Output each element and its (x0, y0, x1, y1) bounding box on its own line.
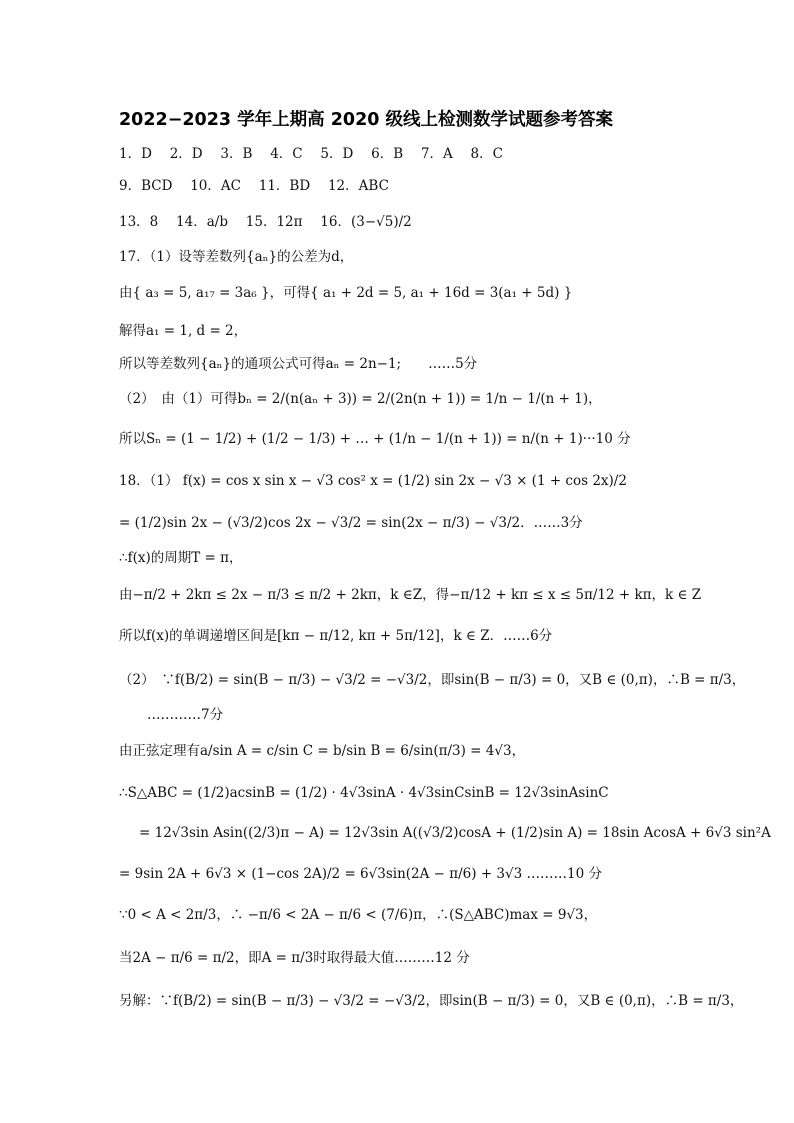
page-title: 2022−2023 学年上期高 2020 级线上检测数学试题参考答案 (119, 110, 614, 130)
q17-part2-bn: （2） 由（1）可得bₙ = 2/(n(aₙ + 3)) = 2/(2n(n + 1)) = 1/n − 1/(n + 1)， (119, 391, 602, 407)
q17-solution: 解得a₁ = 1, d = 2， (119, 323, 248, 339)
q18-simplified: = (1/2)sin 2x − (√3/2)cos 2x − √3/2 = sin(2x − π/3) − √3/2．……3分 (119, 515, 583, 531)
answers-9-12: 9．BCD 10．AC 11．BD 12．ABC (119, 178, 389, 194)
q18-part2-angle-b: （2） ∵f(B/2) = sin(B − π/3) − √3/2 = −√3/2，即sin(B − π/3) = 0，又B ∈ (0,π)，∴B = π/3， (119, 672, 746, 688)
q18-area-formula: ∴S△ABC = (1/2)acsinB = (1/2) · 4√3sinA · 4√3sinCsinB = 12√3sinAsinC (119, 785, 609, 801)
q18-part1-fx: 18．（1） f(x) = cos x sin x − √3 cos² x = (1/2) sin 2x − √3 × (1 + cos 2x)/2 (119, 473, 627, 489)
q18-increasing-interval: 所以f(x)的单调递增区间是[kπ − π/12, kπ + 5π/12]，k ∈ Z．……6分 (119, 628, 553, 644)
q18-area-simplified: = 9sin 2A + 6√3 × (1−cos 2A)/2 = 6√3sin(2A − π/6) + 3√3 ………10 分 (119, 866, 602, 882)
q17-general-term: 所以等差数列{aₙ}的通项公式可得aₙ = 2n−1; ……5分 (119, 356, 478, 372)
q17-part2-sn: 所以Sₙ = (1 − 1/2) + (1/2 − 1/3) + … + (1/n − 1/(n + 1)) = n/(n + 1)···10 分 (119, 431, 631, 447)
q18-maximum: 当2A − π/6 = π/2，即A = π/3时取得最大值………12 分 (119, 950, 470, 966)
answers-13-16: 13．8 14．a/b 15．12π 16．(3−√5)/2 (119, 214, 412, 230)
q18-area-expansion: = 12√3sin Asin((2/3)π − A) = 12√3sin A((√3/2)cosA + (1/2)sin A) = 18sin AcosA + 6√3 sin²A (139, 825, 771, 841)
q18-sine-rule: 由正弦定理有a/sin A = c/sin C = b/sin B = 6/sin(π/3) = 4√3， (119, 743, 526, 759)
q18-range: ∵0 < A < 2π/3，∴ −π/6 < 2A − π/6 < (7/6)π，∴(S△ABC)max = 9√3， (119, 907, 598, 923)
answers-1-8: 1．D 2．D 3．B 4．C 5．D 6．B 7．A 8．C (119, 146, 503, 162)
q18-alternative-solution: 另解：∵f(B/2) = sin(B − π/3) − √3/2 = −√3/2，即sin(B − π/3) = 0，又B ∈ (0,π)，∴B = π/3， (119, 993, 744, 1009)
q18-score-7: …………7分 (147, 707, 224, 723)
q18-period: ∴f(x)的周期T = π， (119, 550, 243, 566)
q17-part1-intro: 17．（1）设等差数列{aₙ}的公差为d， (119, 249, 354, 265)
q18-inequality: 由−π/2 + 2kπ ≤ 2x − π/3 ≤ π/2 + 2kπ，k ∈Z，得−π/12 + kπ ≤ x ≤ 5π/12 + kπ，k ∈ Z (119, 587, 702, 603)
q17-system-equations: 由{ a₃ = 5, a₁₇ = 3a₆ }，可得{ a₁ + 2d = 5, a₁ + 16d = 3(a₁ + 5d) } (119, 285, 573, 301)
